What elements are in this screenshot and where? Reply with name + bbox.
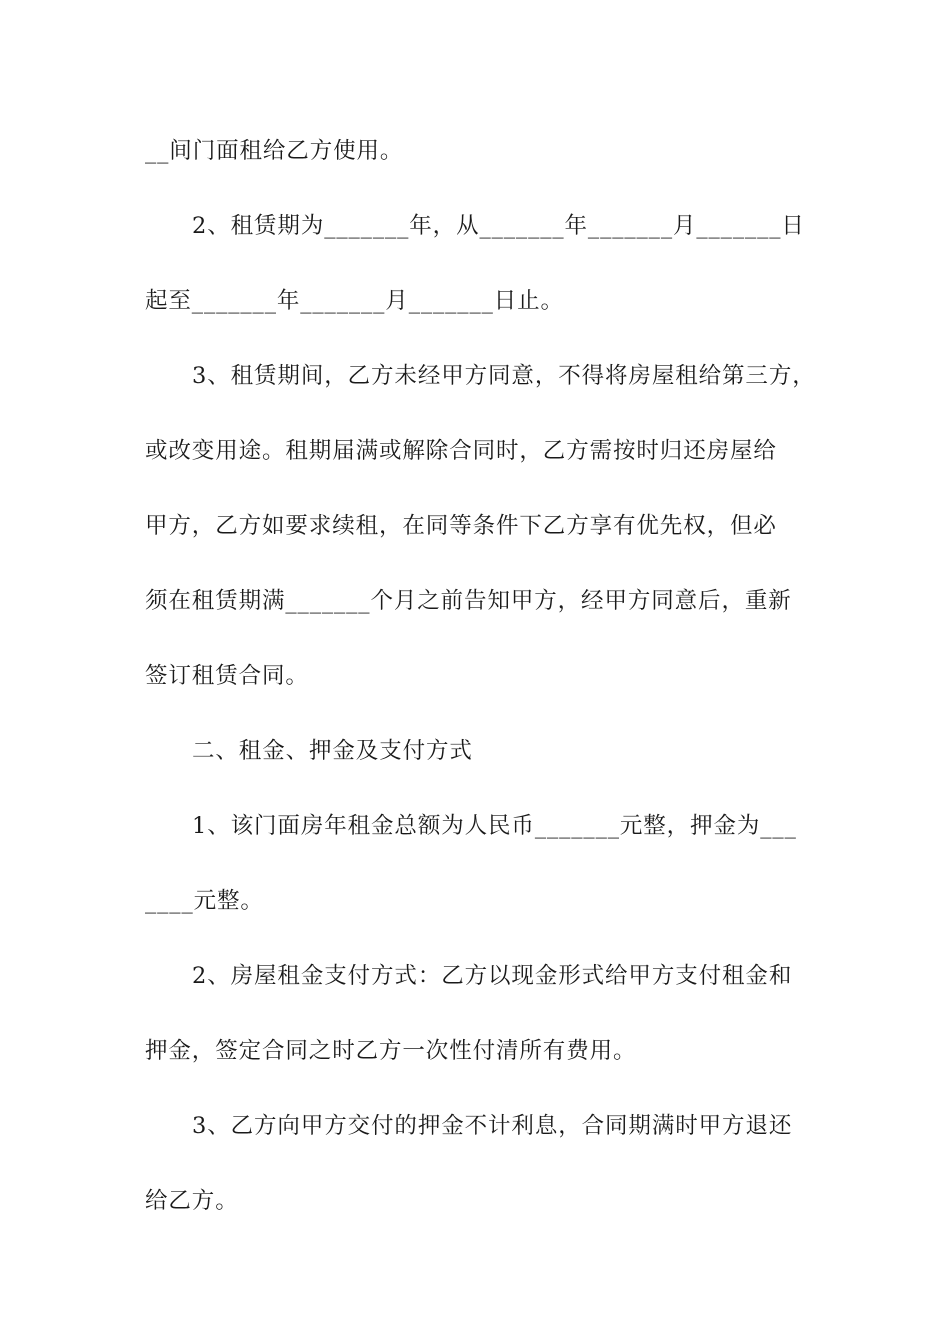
text-line: 签订租赁合同。 bbox=[145, 663, 309, 689]
text-line: 3、乙方向甲方交付的押金不计利息，合同期满时甲方退还 bbox=[192, 1113, 793, 1139]
text-line: 须在租赁期满_______个月之前告知甲方，经甲方同意后，重新 bbox=[145, 588, 792, 614]
text-line: 2、租赁期为_______年，从_______年_______月_______日 bbox=[192, 213, 805, 239]
section-heading: 二、租金、押金及支付方式 bbox=[192, 738, 473, 764]
text-line: __间门面租给乙方使用。 bbox=[145, 138, 404, 164]
text-line: 甲方，乙方如要求续租，在同等条件下乙方享有优先权，但必 bbox=[145, 513, 777, 539]
text-line: 起至_______年_______月_______日止。 bbox=[145, 288, 564, 314]
text-line: 1、该门面房年租金总额为人民币_______元整，押金为___ bbox=[192, 813, 797, 839]
text-line: 3、租赁期间，乙方未经甲方同意，不得将房屋租给第三方， bbox=[192, 363, 816, 389]
text-line: 押金，签定合同之时乙方一次性付清所有费用。 bbox=[145, 1038, 637, 1064]
text-line: 或改变用途。租期届满或解除合同时，乙方需按时归还房屋给 bbox=[145, 438, 777, 464]
text-line: ____元整。 bbox=[145, 888, 264, 914]
text-line: 给乙方。 bbox=[145, 1188, 239, 1214]
text-line: 2、房屋租金支付方式：乙方以现金形式给甲方支付租金和 bbox=[192, 963, 793, 989]
